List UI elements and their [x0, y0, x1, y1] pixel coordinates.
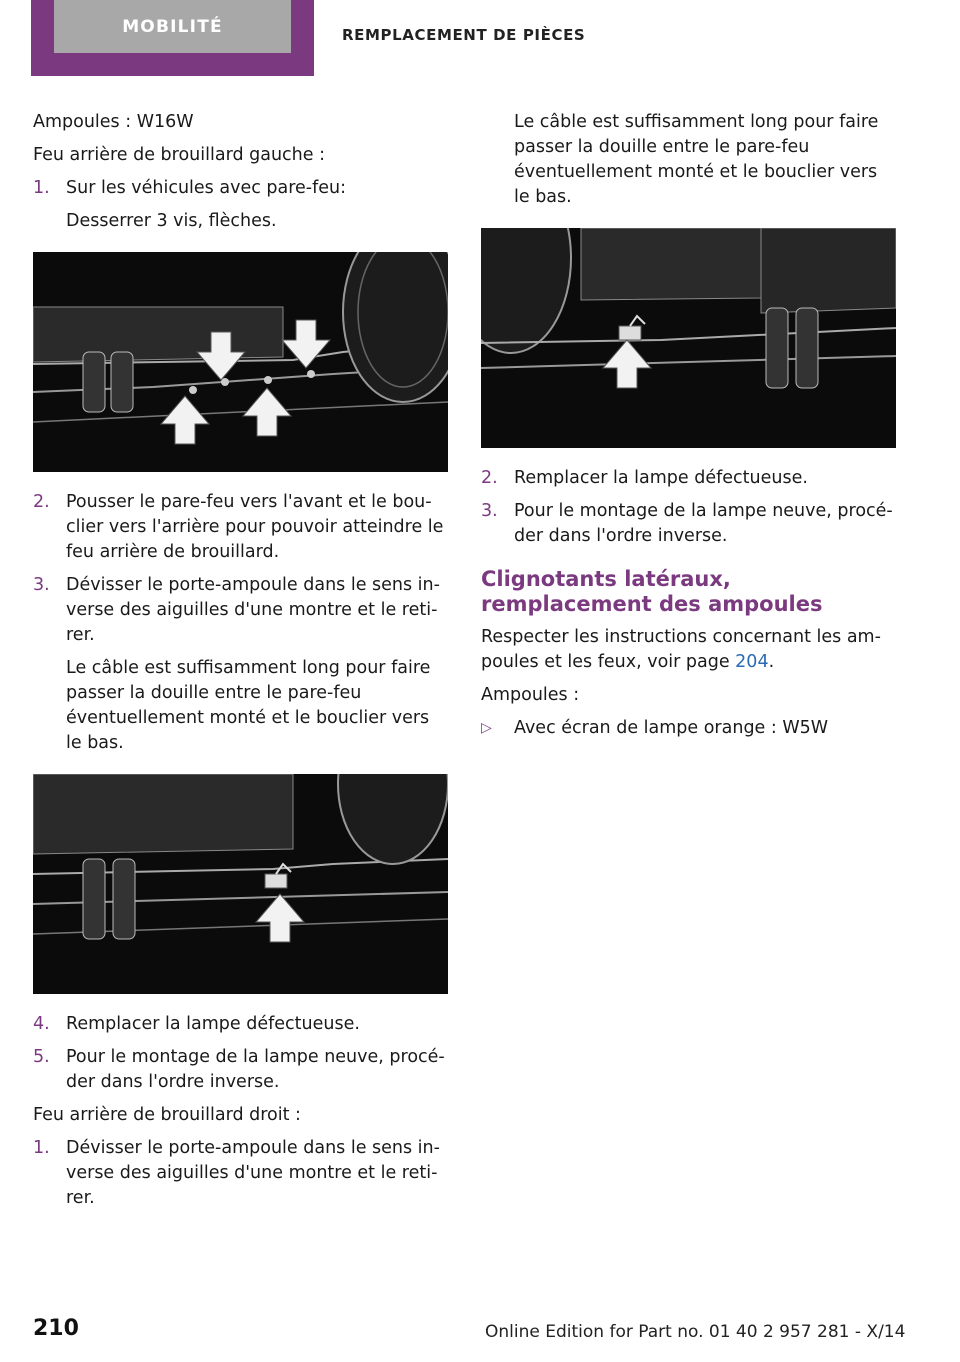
right-bulb-holder-illustration — [481, 228, 896, 448]
step-text: Pousser le pare-feu vers l'avant et le bouclier vers l'arrière pour pouvoir atteindre le feu arrière de brouillard. — [66, 492, 444, 562]
step-number: 3. — [33, 575, 50, 595]
left-fog-heading: Feu arrière de brouillard gauche : — [33, 145, 325, 165]
chapter-tab — [31, 0, 314, 76]
step-number: 2. — [481, 468, 498, 488]
section-title: REMPLACEMENT DE PIÈCES — [342, 26, 586, 44]
cable-subtext: Le câble est suffisamment long pour faire passer la douille entre le pare-feu éventuellement monté et le bouclier vers le bas. — [514, 112, 879, 207]
step-subtext: Desserrer 3 vis, flèches. — [66, 211, 277, 231]
step-item — [481, 466, 897, 491]
step-item — [33, 1136, 449, 1211]
right-column — [481, 110, 897, 749]
step-item — [33, 573, 449, 648]
step-number: 4. — [33, 1014, 50, 1034]
bullet-item — [481, 716, 897, 741]
step-item — [33, 1045, 449, 1095]
chapter-tab-inner — [54, 0, 291, 53]
step-text: Sur les véhicules avec pare-feu: — [66, 178, 347, 198]
step-text: Dévisser le porte-ampoule dans le sens inverse des aiguilles d'une montre et le retirer. — [66, 575, 440, 645]
bulb-holder-illustration — [33, 774, 448, 994]
step-item — [33, 490, 449, 565]
right-fog-heading: Feu arrière de brouillard droit : — [33, 1105, 301, 1125]
step-item — [481, 499, 897, 549]
step-number: 1. — [33, 1138, 50, 1158]
step-number: 1. — [33, 178, 50, 198]
bulbs-label: Ampoules : — [481, 685, 580, 705]
instructions-text: Respecter les instructions concernant les ampoules et les feux, voir page — [481, 627, 881, 672]
figure-bulb-holder — [33, 774, 448, 994]
section-heading: Clignotants latéraux, remplacement des ampoules — [481, 567, 823, 616]
instructions-end: . — [768, 652, 775, 672]
left-column — [33, 110, 449, 1219]
page-number: 210 — [33, 1316, 79, 1341]
step-item — [33, 176, 449, 201]
step-text: Pour le montage de la lampe neuve, procéder dans l'ordre inverse. — [66, 1047, 445, 1092]
triangle-bullet-icon: ▷ — [481, 720, 492, 736]
page-link[interactable]: 204 — [735, 652, 769, 672]
step-item — [33, 1012, 449, 1037]
screws-illustration — [33, 252, 448, 472]
figure-right-bulb-holder — [481, 228, 896, 448]
chapter-tab-label: MOBILITÉ — [122, 16, 223, 37]
step-text: Dévisser le porte-ampoule dans le sens inverse des aiguilles d'une montre et le retirer. — [66, 1138, 440, 1208]
step-text: Remplacer la lampe défectueuse. — [66, 1014, 360, 1034]
edition-footer: Online Edition for Part no. 01 40 2 957 281 - X/14 — [485, 1322, 906, 1342]
step-subtext: Le câble est suffisamment long pour faire passer la douille entre le pare-feu éventuellement monté et le bouclier vers le bas. — [66, 658, 431, 753]
step-number: 3. — [481, 501, 498, 521]
step-text: Pour le montage de la lampe neuve, procéder dans l'ordre inverse. — [514, 501, 893, 546]
bulbs-line: Ampoules : W16W — [33, 112, 194, 132]
step-text: Remplacer la lampe défectueuse. — [514, 468, 808, 488]
step-number: 5. — [33, 1047, 50, 1067]
bullet-text: Avec écran de lampe orange : W5W — [514, 718, 829, 738]
step-number: 2. — [33, 492, 50, 512]
figure-screws — [33, 252, 448, 472]
instructions-paragraph — [481, 625, 897, 675]
